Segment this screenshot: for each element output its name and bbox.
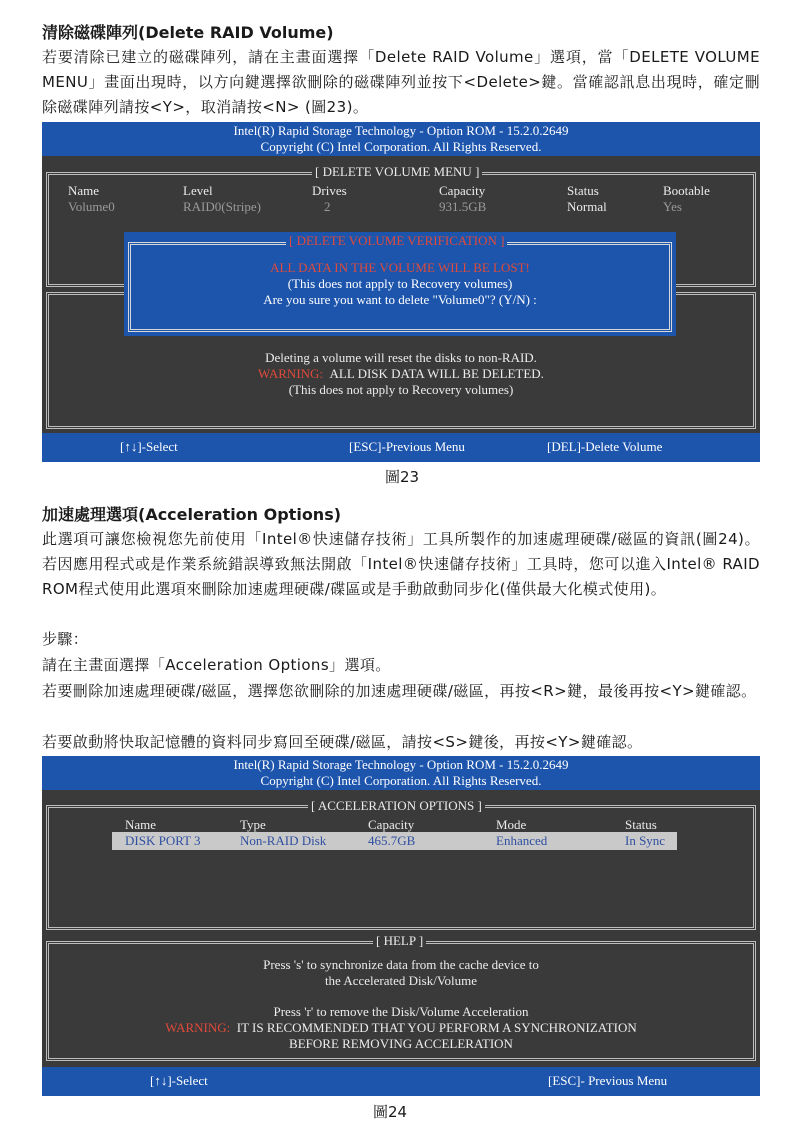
column-header-status: Status xyxy=(567,183,599,198)
help-line-warning xyxy=(42,1020,760,1036)
figure-caption-24: 圖24 xyxy=(373,1103,408,1121)
section-paragraph-acceleration: 此選項可讓您檢視您先前使用「Intel®快速儲存技術」工具所製作的加速處理硬碟/磁區的資訊(圖24)。若因應用程式或是作業系統錯誤導致無法開啟「Intel®快速儲存技術」工具時，您可以進入Intel® RAID ROM程式使用此選項來刪除加速處理硬碟/碟區或是手動啟動同步化(僅供最大化模式使用)。 xyxy=(42,530,760,598)
section-paragraph-delete-raid: 若要清除已建立的磁碟陣列，請在主畫面選擇「Delete RAID Volume」選項，當「DELETE VOLUME MENU」畫面出現時，以方向鍵選擇欲刪除的磁碟陣列並按下<Delete>鍵。當確認訊息出現時，確定刪除磁碟陣列請按<Y>，取消請按<N> (圖23)。 xyxy=(42,48,760,116)
warning-text: ALL DISK DATA WILL BE DELETED. xyxy=(329,366,544,381)
help-line-sync: Press 's' to synchronize data from the cache device to xyxy=(263,957,539,972)
bios-header-title: Intel(R) Rapid Storage Technology - Option ROM - 15.2.0.2649 xyxy=(233,123,569,138)
column-header-status: Status xyxy=(625,817,657,832)
section-heading-delete-raid: 清除磁碟陣列(Delete RAID Volume) xyxy=(42,23,334,42)
warning-label: WARNING: xyxy=(258,366,324,381)
volume-level: RAID0(Stripe) xyxy=(183,199,261,214)
step-synchronize: 若要啟動將快取記憶體的資料同步寫回至硬碟/磁區，請按<S>鍵後，再按<Y>鍵確認。 xyxy=(42,733,643,751)
disk-status: In Sync xyxy=(625,833,666,848)
disk-type: Non-RAID Disk xyxy=(240,833,327,848)
help-line-sync-target: the Accelerated Disk/Volume xyxy=(324,973,478,988)
column-header-name: Name xyxy=(68,183,100,198)
column-header-name: Name xyxy=(125,817,157,832)
column-header-capacity: Capacity xyxy=(439,183,486,198)
volume-drives: 2 xyxy=(324,199,331,214)
dialog-note: (This does not apply to Recovery volumes) xyxy=(287,276,513,291)
help-line-remove: Press 'r' to remove the Disk/Volume Acceleration xyxy=(273,1004,529,1019)
volume-status: Normal xyxy=(567,199,607,214)
footer-esc-hint: [ESC]-Previous Menu xyxy=(349,439,465,454)
disk-mode: Enhanced xyxy=(496,833,548,848)
column-header-level: Level xyxy=(183,183,213,198)
help-line-before-removing: BEFORE REMOVING ACCELERATION xyxy=(289,1036,513,1051)
help-line-reset: Deleting a volume will reset the disks to non-RAID. xyxy=(265,350,537,365)
dialog-title: [ DELETE VOLUME VERIFICATION ] xyxy=(286,233,507,249)
footer-select-hint: [↑↓]-Select xyxy=(120,439,178,454)
dialog-warning: ALL DATA IN THE VOLUME WILL BE LOST! xyxy=(270,260,530,275)
bios-footer xyxy=(42,1067,760,1096)
footer-select-hint: [↑↓]-Select xyxy=(150,1073,208,1088)
bios-screen-acceleration-options xyxy=(42,756,760,1096)
section-heading-acceleration: 加速處理選項(Acceleration Options) xyxy=(42,505,342,524)
acceleration-options-title: [ ACCELERATION OPTIONS ] xyxy=(308,798,485,814)
disk-name: DISK PORT 3 xyxy=(125,833,201,848)
column-header-mode: Mode xyxy=(496,817,527,832)
figure-caption-23: 圖23 xyxy=(385,468,420,486)
volume-capacity: 931.5GB xyxy=(439,199,487,214)
help-line-warning xyxy=(42,366,760,382)
footer-esc-hint: [ESC]- Previous Menu xyxy=(548,1073,668,1088)
volume-name: Volume0 xyxy=(68,199,115,214)
bios-header-copyright: Copyright (C) Intel Corporation. All Rights Reserved. xyxy=(260,773,542,788)
help-title: [ HELP ] xyxy=(373,933,426,949)
column-header-type: Type xyxy=(240,817,266,832)
column-header-capacity: Capacity xyxy=(368,817,415,832)
bios-header-copyright: Copyright (C) Intel Corporation. All Rights Reserved. xyxy=(260,139,542,154)
step-remove-acceleration: 若要刪除加速處理硬碟/磁區，選擇您欲刪除的加速處理硬碟/磁區，再按<R>鍵，最後再按<Y>鍵確認。 xyxy=(42,682,757,700)
bios-header-title: Intel(R) Rapid Storage Technology - Option ROM - 15.2.0.2649 xyxy=(233,757,569,772)
column-header-bootable: Bootable xyxy=(663,183,710,198)
warning-text: IT IS RECOMMENDED THAT YOU PERFORM A SYNCHRONIZATION xyxy=(236,1020,637,1035)
help-line-recovery: (This does not apply to Recovery volumes) xyxy=(288,382,514,397)
warning-label: WARNING: xyxy=(165,1020,231,1035)
bios-header xyxy=(42,122,760,156)
disk-row-selected[interactable] xyxy=(112,832,677,850)
disk-capacity: 465.7GB xyxy=(368,833,416,848)
delete-verification-dialog[interactable] xyxy=(124,232,676,336)
step-select-option: 請在主畫面選擇「Acceleration Options」選項。 xyxy=(42,656,391,674)
footer-del-hint: [DEL]-Delete Volume xyxy=(547,439,663,454)
dialog-question[interactable]: Are you sure you want to delete "Volume0"? (Y/N) : xyxy=(263,292,537,307)
bios-screen-delete-volume xyxy=(42,122,760,462)
delete-volume-menu-title: [ DELETE VOLUME MENU ] xyxy=(312,164,482,180)
bios-header xyxy=(42,756,760,790)
bios-footer xyxy=(42,433,760,462)
column-header-drives: Drives xyxy=(312,183,347,198)
volume-bootable: Yes xyxy=(663,199,682,214)
steps-label: 步驟： xyxy=(42,630,89,648)
